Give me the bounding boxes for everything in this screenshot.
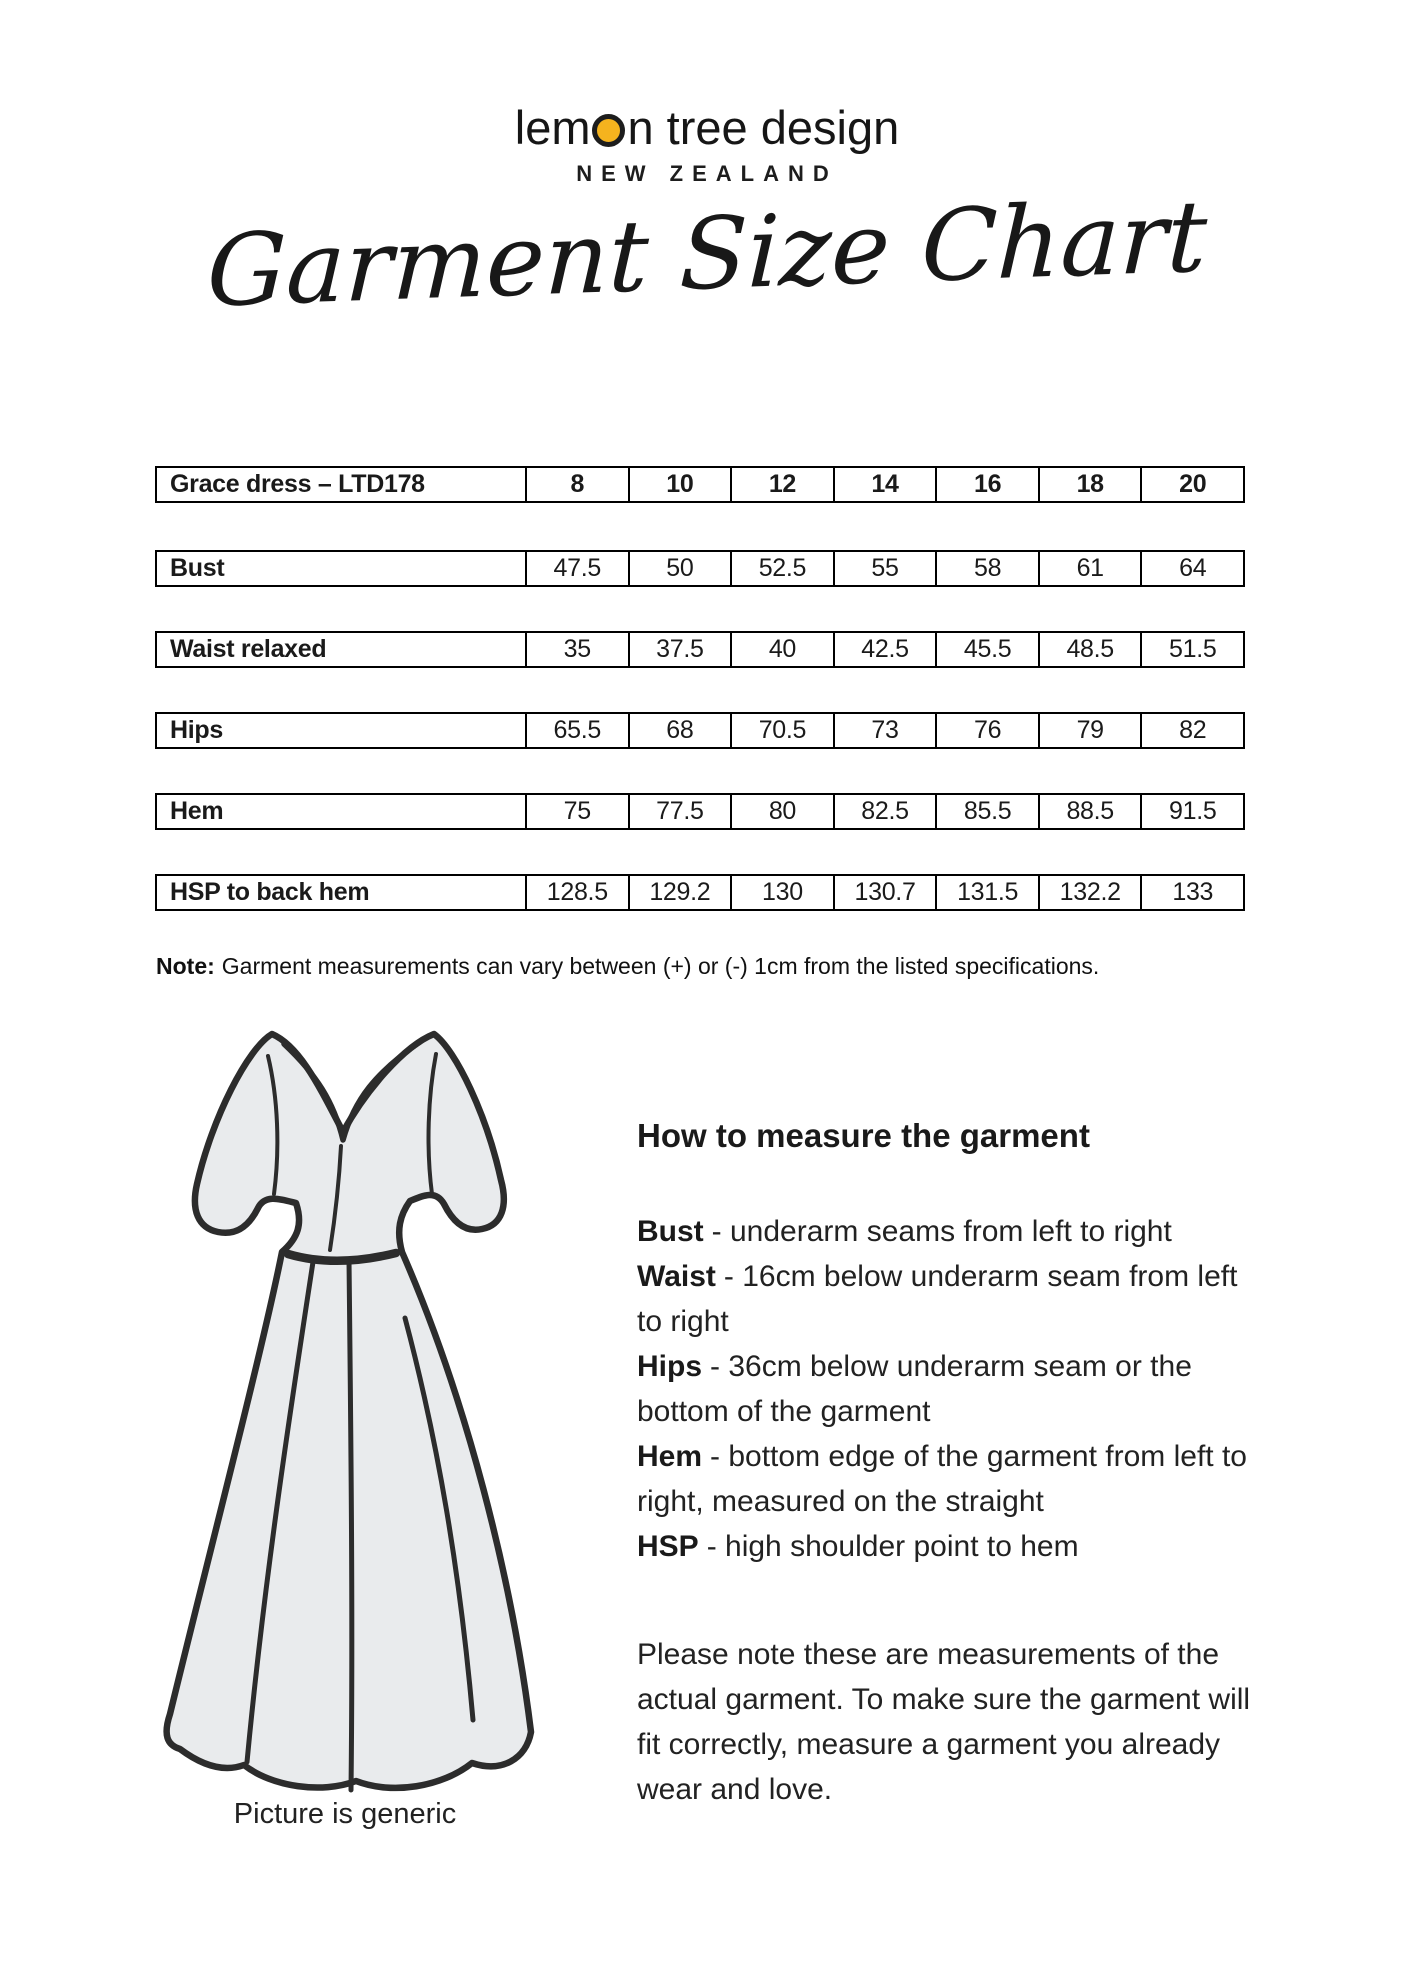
howto-paragraph: Please note these are measurements of the actual garment. To make sure the garment will fit correctly, measure a garment you already wear and love. — [637, 1637, 1251, 1806]
value-cell: 68 — [628, 714, 731, 747]
value-cell: 129.2 — [628, 876, 731, 909]
size-cell: 10 — [628, 468, 731, 501]
generic-picture-caption: Picture is generic — [233, 1798, 457, 1830]
note-label: Note: — [156, 953, 215, 979]
value-cell: 76 — [935, 714, 1038, 747]
value-cell: 131.5 — [935, 876, 1038, 909]
value-cell: 79 — [1038, 714, 1141, 747]
size-cell: 16 — [935, 468, 1038, 501]
measure-definition: - underarm seams from left to right — [711, 1214, 1172, 1248]
how-to-measure-section — [637, 1116, 1265, 1812]
product-name-cell: Grace dress – LTD178 — [170, 470, 425, 498]
dress-illustration — [150, 1022, 550, 1822]
value-cell: 51.5 — [1140, 633, 1243, 666]
value-cell: 52.5 — [730, 552, 833, 585]
measure-definition: - 16cm below underarm seam from left to right — [637, 1259, 1238, 1338]
value-cell: 133 — [1140, 876, 1243, 909]
measurement-row-hem — [155, 793, 1245, 830]
wordmark-post: n tree design — [627, 101, 900, 154]
note-text: Garment measurements can vary between (+) or (-) 1cm from the listed specifications. — [221, 953, 1100, 979]
size-cell: 8 — [525, 468, 628, 501]
measure-term: Hips — [637, 1349, 703, 1383]
row-label-cell: Hem — [170, 797, 224, 825]
value-cell: 64 — [1140, 552, 1243, 585]
value-cell: 48.5 — [1038, 633, 1141, 666]
measurement-row-hsp — [155, 874, 1245, 911]
measure-item-hsp — [637, 1524, 1265, 1569]
measurement-row-waist — [155, 631, 1245, 668]
page-title: Garment Size Chart — [205, 179, 1209, 330]
size-table — [155, 466, 1245, 955]
row-label-cell: HSP to back hem — [170, 878, 370, 906]
measure-item-hem — [637, 1434, 1265, 1524]
value-cell: 75 — [525, 795, 628, 828]
value-cell: 37.5 — [628, 633, 731, 666]
value-cell: 70.5 — [730, 714, 833, 747]
table-header-row — [155, 466, 1245, 503]
value-cell: 80 — [730, 795, 833, 828]
value-cell: 61 — [1038, 552, 1141, 585]
measure-definition: - bottom edge of the garment from left to right, measured on the straight — [637, 1439, 1247, 1518]
value-cell: 42.5 — [833, 633, 936, 666]
value-cell: 132.2 — [1038, 876, 1141, 909]
value-cell: 58 — [935, 552, 1038, 585]
value-cell: 91.5 — [1140, 795, 1243, 828]
value-cell: 55 — [833, 552, 936, 585]
measure-definition: - 36cm below underarm seam or the bottom of the garment — [637, 1349, 1192, 1428]
brand-wordmark — [0, 101, 1414, 154]
measure-item-waist — [637, 1254, 1265, 1344]
value-cell: 82 — [1140, 714, 1243, 747]
value-cell: 130 — [730, 876, 833, 909]
size-cell: 12 — [730, 468, 833, 501]
lemon-dot-icon — [592, 114, 625, 147]
measure-item-bust — [637, 1209, 1265, 1254]
value-cell: 50 — [628, 552, 731, 585]
measure-term: HSP — [637, 1529, 699, 1563]
value-cell: 40 — [730, 633, 833, 666]
measurement-row-bust — [155, 550, 1245, 587]
size-cell: 18 — [1038, 468, 1141, 501]
brand-country: NEW ZEALAND — [576, 161, 838, 186]
row-label-cell: Waist relaxed — [170, 635, 327, 663]
measurement-row-hips — [155, 712, 1245, 749]
measure-term: Waist — [637, 1259, 716, 1293]
size-cell: 14 — [833, 468, 936, 501]
value-cell: 47.5 — [525, 552, 628, 585]
wordmark-pre: lem — [514, 101, 591, 154]
value-cell: 77.5 — [628, 795, 731, 828]
variance-note — [156, 953, 1099, 980]
value-cell: 88.5 — [1038, 795, 1141, 828]
measure-term: Bust — [637, 1214, 704, 1248]
value-cell: 85.5 — [935, 795, 1038, 828]
value-cell: 128.5 — [525, 876, 628, 909]
measure-item-hips — [637, 1344, 1265, 1434]
measure-definitions — [637, 1209, 1265, 1569]
brand-logo — [0, 101, 1414, 187]
value-cell: 82.5 — [833, 795, 936, 828]
measure-term: Hem — [637, 1439, 703, 1473]
value-cell: 65.5 — [525, 714, 628, 747]
row-label-cell: Hips — [170, 716, 223, 744]
value-cell: 130.7 — [833, 876, 936, 909]
value-cell: 35 — [525, 633, 628, 666]
value-cell: 45.5 — [935, 633, 1038, 666]
howto-heading: How to measure the garment — [637, 1117, 1090, 1154]
row-label-cell: Bust — [170, 554, 225, 582]
size-cell: 20 — [1140, 468, 1243, 501]
value-cell: 73 — [833, 714, 936, 747]
measure-definition: - high shoulder point to hem — [706, 1529, 1079, 1563]
